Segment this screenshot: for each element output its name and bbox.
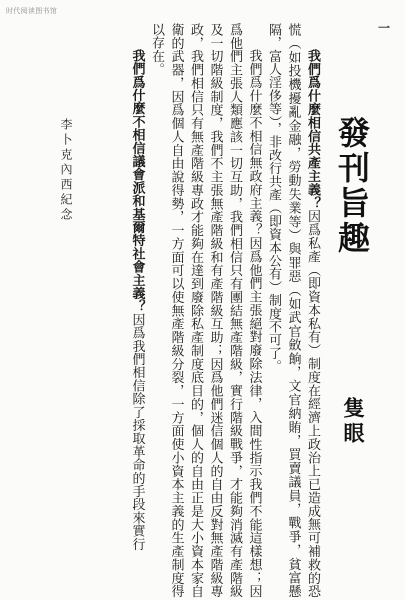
body-text-run: 因爲我們相信除了採取革命的手段來實行 — [129, 313, 145, 551]
page-number: 一 — [377, 21, 390, 35]
emphasized-text: 我們爲什麼不相信議會派和基爾特社會主義？ — [129, 49, 145, 313]
running-footer: 李卜克內西紀念 — [59, 118, 73, 223]
body-text-run: 我們爲什麼不相信無政府主義？因爲他們主張絕對廢除法律，入間性指示我們不能這樣想；因爲他們主張人類應該一切互助，我們相信只有團結無產階級，實行階級戰爭，才能夠消滅有產階級及一切階級制度，我們不主張無產階級和有產階級互助；因爲他們迷信個人的自由反對無產階級專政，我們相信只有無產階級專政才能夠在達到廢除私產制度底目的，個人的自由正是大小資本家自衛的武器，因爲個人自由說得勢，一方面可以使無產階級分裂，一方面使小資本主義的生產制度得以存在。 — [149, 23, 262, 598]
article-author: 隻眼 — [341, 397, 366, 447]
article-title: 發刊旨趣 — [333, 116, 371, 256]
library-watermark: 时代阅读图书馆 — [6, 7, 58, 15]
body-paragraph — [147, 23, 264, 598]
body-paragraph — [127, 23, 147, 598]
emphasized-text: 我們爲什麼相信共產主義？ — [305, 49, 320, 210]
body-paragraph — [264, 23, 323, 598]
article-body — [88, 23, 322, 598]
body-text-run: 因爲私產（即資本私有）制度在經濟上政治上已造成無可補救的恐慌（如投機擾亂金融，勞動失業等）與罪惡（如武官斂餉，文官納賄，買賣議員，戰爭，貧富懸隔，富人淫侈等），非改行共產（即資本公有）制度不可了。 — [266, 23, 320, 598]
